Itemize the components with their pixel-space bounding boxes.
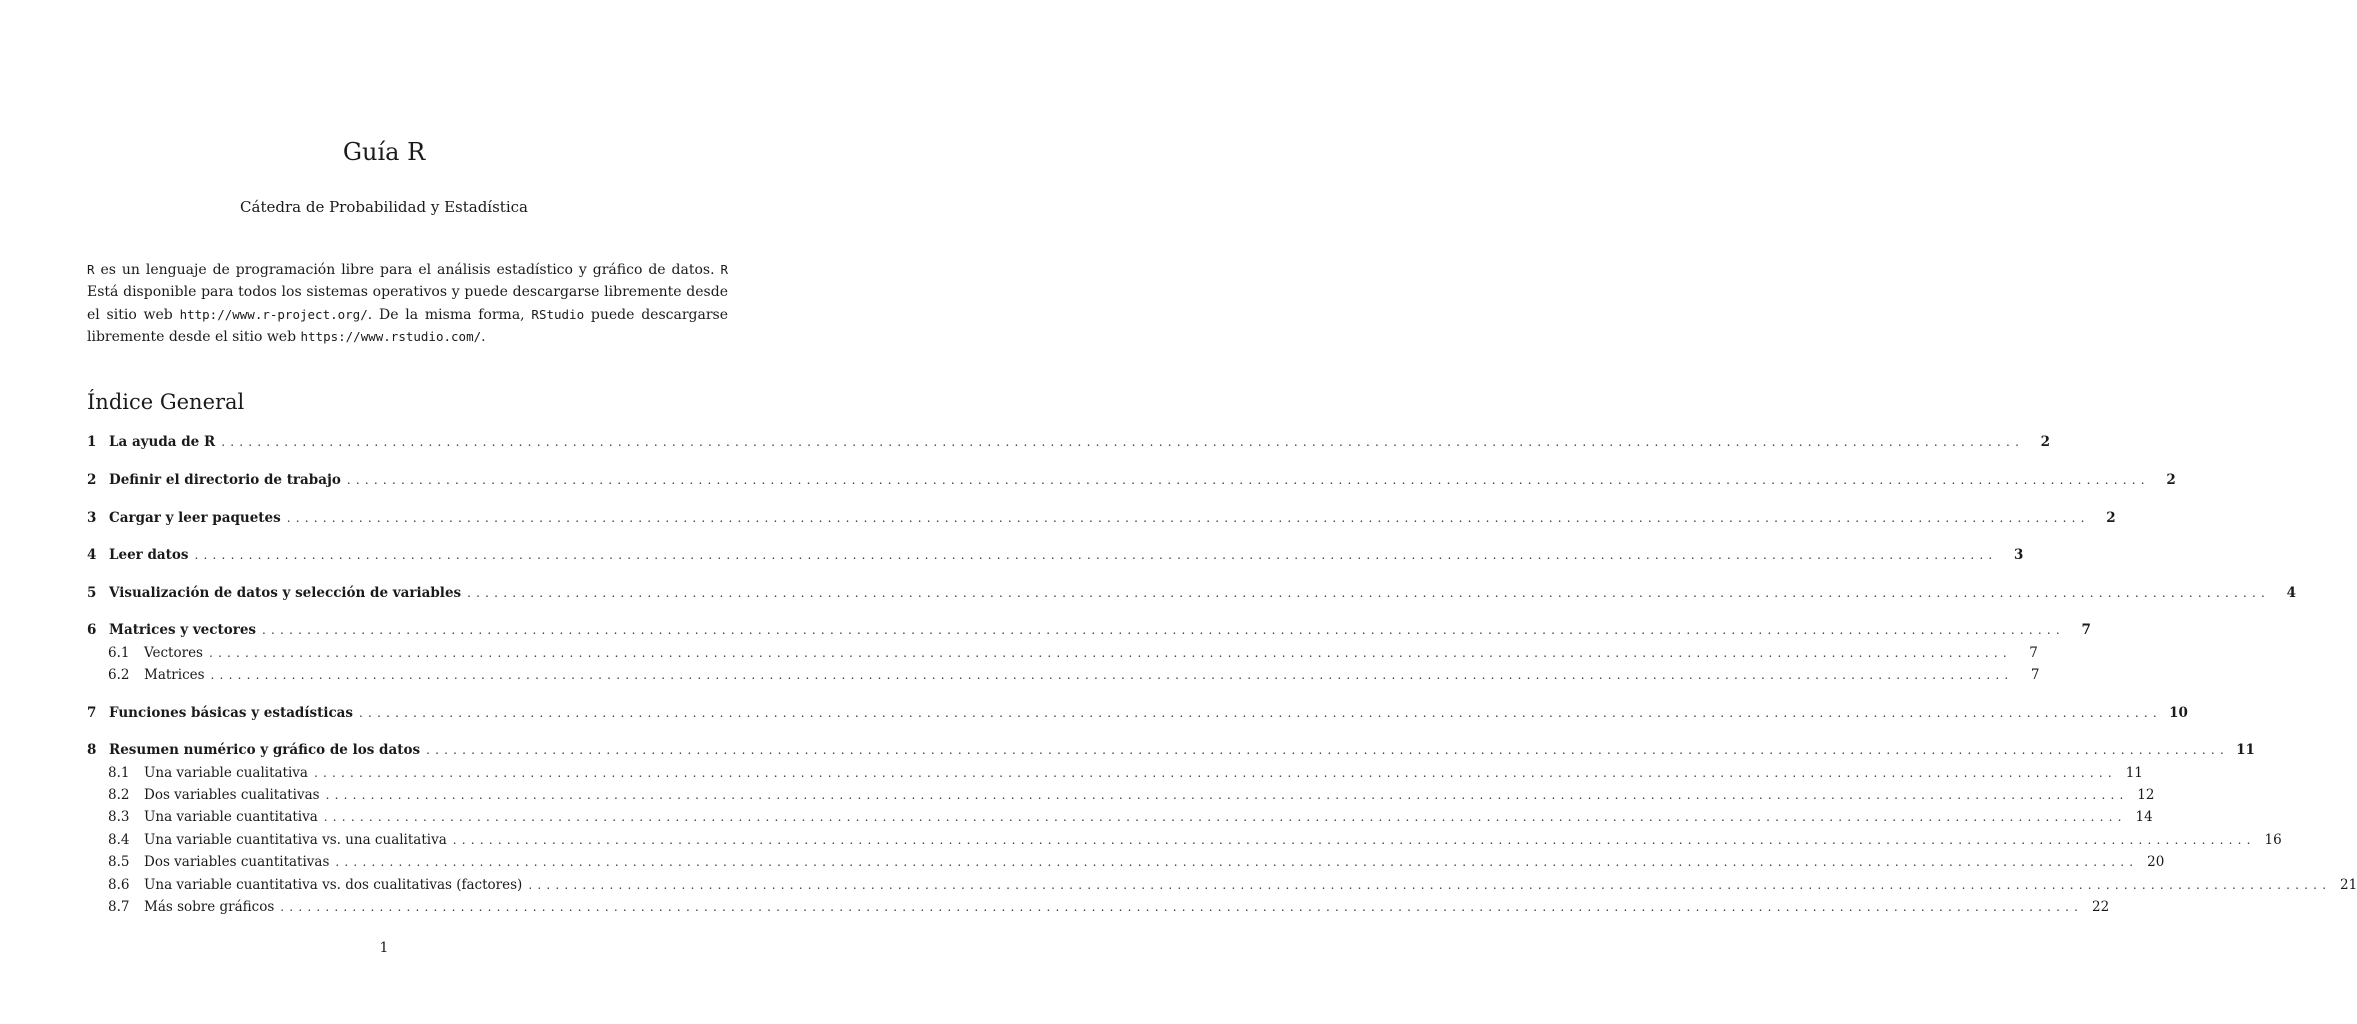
toc-leader-dots: ........................................................................................................................................................................................................ (426, 743, 2229, 757)
inline-code: http://www.r-project.org/ (179, 306, 368, 322)
toc-entry-number: 7 (87, 705, 97, 721)
toc-entry-page: 20 (2147, 854, 2165, 870)
toc-entry-label: Matrices (144, 667, 205, 683)
intro-text: . (481, 328, 486, 345)
toc-entry-number: 1 (87, 434, 97, 450)
toc-section-entry[interactable] (87, 510, 2116, 530)
toc-entry-number: 6.1 (108, 645, 130, 661)
toc-subsection-entry[interactable] (87, 809, 2153, 829)
toc-entry-page: 16 (2264, 832, 2282, 848)
toc-entry-label: La ayuda de R (109, 434, 216, 450)
toc-entry-number: 5 (87, 585, 97, 601)
toc-subsection-entry[interactable] (87, 645, 2038, 665)
inline-code: R (720, 262, 728, 277)
document-title: Guía R (342, 138, 426, 166)
toc-leader-dots: ........................................................................................................................................................................................................ (194, 548, 1998, 562)
toc-leader-dots: ........................................................................................................................................................................................................ (359, 706, 2162, 720)
toc-entry-number: 6 (87, 622, 97, 638)
toc-entry-number: 8.3 (108, 809, 130, 825)
toc-entry-page: 2 (2040, 434, 2051, 450)
toc-section-entry[interactable] (87, 742, 2255, 762)
toc-leader-dots: ........................................................................................................................................................................................................ (208, 646, 2012, 660)
inline-code: https://www.rstudio.com/ (300, 328, 482, 344)
toc-entry-number: 2 (87, 472, 97, 488)
inline-code: R (87, 262, 95, 277)
toc-leader-dots: ........................................................................................................................................................................................................ (325, 788, 2129, 802)
intro-text: es un lenguaje de programación libre para el análisis estadístico y gráfico de datos. (94, 262, 721, 278)
toc-entry-number: 8.2 (108, 787, 130, 803)
toc-leader-dots: ........................................................................................................................................................................................................ (335, 855, 2139, 869)
toc-leader-dots: ........................................................................................................................................................................................................ (346, 473, 2150, 487)
toc-entry-page: 22 (2092, 899, 2110, 915)
toc-entry-number: 8.4 (108, 832, 130, 848)
toc-leader-dots: ........................................................................................................................................................................................................ (280, 900, 2084, 914)
intro-text: puede descargarse libremente desde el sitio web (87, 306, 728, 345)
toc-entry-page: 3 (2014, 547, 2024, 563)
toc-subsection-entry[interactable] (87, 854, 2165, 874)
toc-leader-dots: ........................................................................................................................................................................................................ (221, 435, 2025, 449)
toc-entry-page: 10 (2169, 705, 2188, 721)
toc-leader-dots: ........................................................................................................................................................................................................ (210, 668, 2014, 682)
toc-entry-label: Cargar y leer paquetes (109, 510, 281, 526)
index-heading: Índice General (87, 390, 245, 414)
toc-leader-dots: ........................................................................................................................................................................................................ (467, 586, 2271, 600)
toc-subsection-entry[interactable] (87, 899, 2110, 919)
toc-entry-number: 3 (87, 510, 97, 526)
toc-leader-dots: ........................................................................................................................................................................................................ (286, 511, 2090, 525)
toc-entry-page: 7 (2030, 667, 2040, 683)
toc-entry-label: Vectores (144, 645, 203, 661)
toc-entry-label: Una variable cuantitativa vs. una cualitativa (144, 832, 447, 848)
toc-entry-page: 7 (2081, 622, 2091, 638)
toc-subsection-entry[interactable] (87, 765, 2143, 785)
toc-section-entry[interactable] (87, 472, 2176, 492)
toc-entry-label: Funciones básicas y estadísticas (109, 705, 354, 721)
toc-subsection-entry[interactable] (87, 667, 2040, 687)
toc-leader-dots: ........................................................................................................................................................................................................ (452, 833, 2256, 847)
toc-section-entry[interactable] (87, 585, 2297, 605)
toc-entry-page: 4 (2286, 585, 2297, 601)
toc-entry-number: 8 (87, 742, 97, 758)
toc-entry-label: Una variable cuantitativa (144, 809, 318, 825)
intro-text: Está disponible para todos los sistemas operativos y puede descargarse libremente desde el sitio web (87, 284, 728, 323)
toc-section-entry[interactable] (87, 547, 2024, 567)
toc-section-entry[interactable] (87, 434, 2051, 454)
intro-paragraph (87, 259, 728, 348)
page-number: 1 (379, 940, 389, 956)
toc-entry-label: Dos variables cuantitativas (144, 854, 330, 870)
toc-subsection-entry[interactable] (87, 877, 2357, 897)
toc-entry-page: 11 (2125, 765, 2143, 781)
document-subtitle: Cátedra de Probabilidad y Estadística (240, 198, 528, 216)
toc-entry-label: Leer datos (109, 547, 189, 563)
toc-entry-label: Resumen numérico y gráfico de los datos (109, 742, 421, 758)
toc-entry-page: 12 (2137, 787, 2155, 803)
inline-code: RStudio (531, 306, 585, 322)
toc-leader-dots: ........................................................................................................................................................................................................ (323, 810, 2127, 824)
toc-entry-number: 8.5 (108, 854, 130, 870)
toc-entry-label: Una variable cuantitativa vs. dos cualitativas (factores) (144, 877, 523, 893)
toc-entry-page: 14 (2135, 809, 2153, 825)
toc-entry-page: 7 (2029, 645, 2038, 661)
toc-entry-page: 11 (2236, 742, 2255, 758)
toc-entry-label: Dos variables cualitativas (144, 787, 320, 803)
toc-entry-page: 2 (2166, 472, 2176, 488)
toc-entry-number: 8.6 (108, 877, 130, 893)
toc-entry-number: 8.1 (108, 765, 130, 781)
toc-section-entry[interactable] (87, 622, 2091, 642)
toc-entry-label: Más sobre gráficos (144, 899, 275, 915)
toc-subsection-entry[interactable] (87, 787, 2155, 807)
toc-entry-label: Visualización de datos y selección de variables (109, 585, 462, 601)
toc-entry-number: 4 (87, 547, 97, 563)
toc-entry-page: 21 (2340, 877, 2357, 893)
toc-entry-page: 2 (2106, 510, 2116, 526)
toc-entry-number: 8.7 (108, 899, 130, 915)
toc-entry-label: Definir el directorio de trabajo (109, 472, 341, 488)
toc-entry-number: 6.2 (108, 667, 130, 683)
intro-text: . De la misma forma, (367, 306, 532, 323)
toc-leader-dots: ........................................................................................................................................................................................................ (528, 878, 2332, 892)
toc-subsection-entry[interactable] (87, 832, 2282, 852)
toc-leader-dots: ........................................................................................................................................................................................................ (313, 766, 2117, 780)
toc-entry-label: Matrices y vectores (109, 622, 257, 638)
toc-leader-dots: ........................................................................................................................................................................................................ (262, 623, 2065, 637)
toc-entry-label: Una variable cualitativa (144, 765, 308, 781)
toc-section-entry[interactable] (87, 705, 2188, 725)
